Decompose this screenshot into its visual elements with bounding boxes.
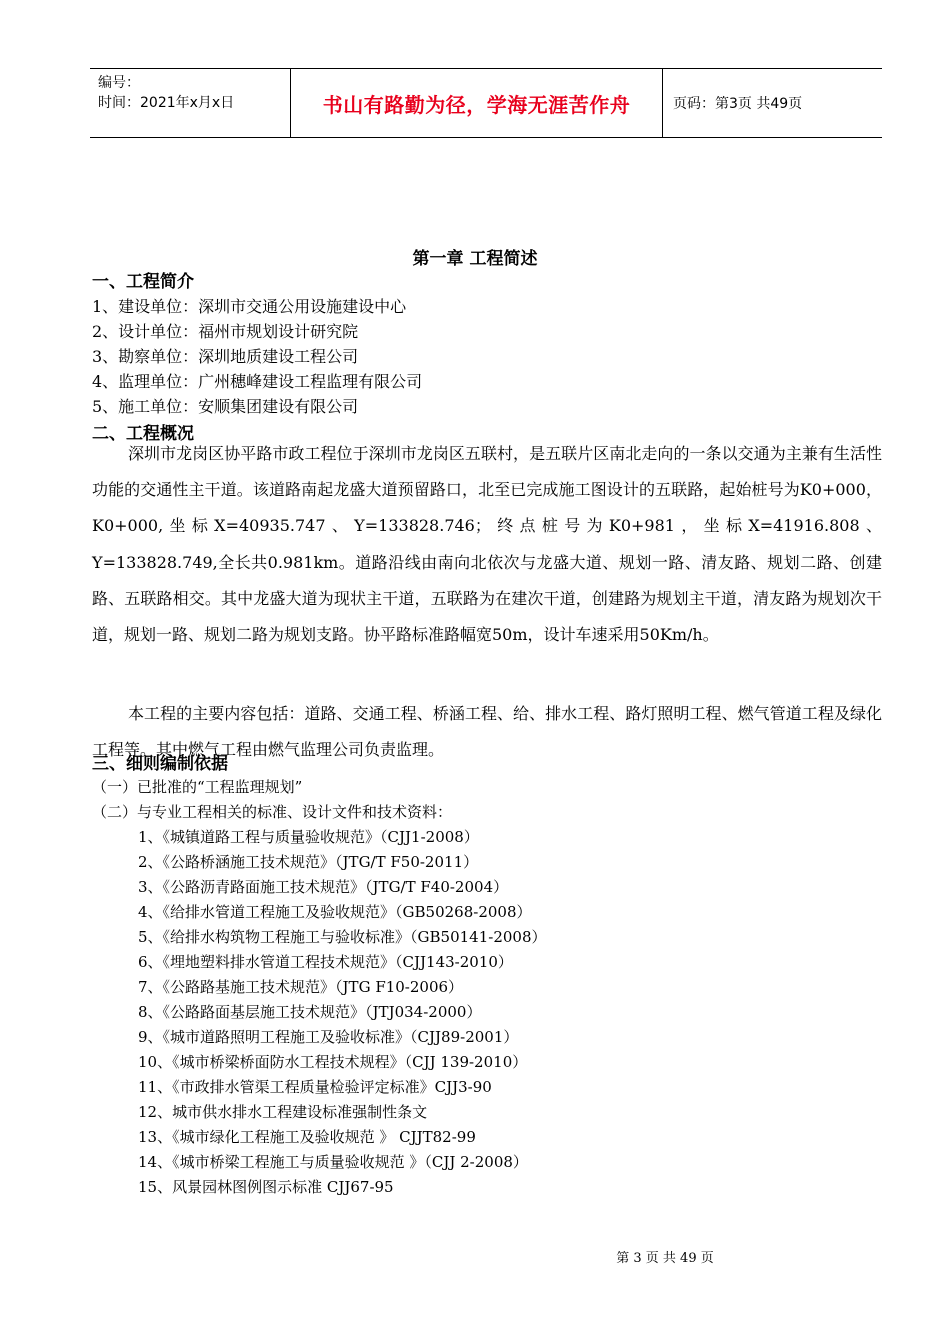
reference-item: 8、《公路路面基层施工技术规范》（JTJ034-2000） [138, 1003, 482, 1021]
header-page-info: 页码：第3页 共49页 [673, 96, 803, 112]
page-footer: 第 3 页 共 49 页 [616, 1251, 714, 1266]
reference-item: 5、《给排水构筑物工程施工与验收标准》（GB50141-2008） [138, 928, 547, 946]
header-table [90, 68, 882, 138]
reference-item: 15、风景园林图例图示标准 CJJ67-95 [138, 1178, 394, 1196]
section3-heading: 三、细则编制依据 [92, 754, 228, 774]
reference-item: 10、《城市桥梁桥面防水工程技术规程》（CJJ 139-2010） [138, 1053, 528, 1071]
reference-item: 7、《公路路基施工技术规范》（JTG F10-2006） [138, 978, 464, 996]
section1-item: 2、设计单位：福州市规划设计研究院 [92, 322, 359, 341]
reference-item: 9、《城市道路照明工程施工及验收标准》（CJJ89-2001） [138, 1028, 519, 1046]
doc-number-label: 编号： [98, 75, 140, 91]
reference-item: 3、《公路沥青路面施工技术规范》（JTG/T F40-2004） [138, 878, 509, 896]
reference-item: 6、《埋地塑料排水管道工程技术规范》（CJJ143-2010） [138, 953, 513, 971]
section1-item: 4、监理单位：广州穗峰建设工程监理有限公司 [92, 372, 423, 391]
section2-paragraph-2: 本工程的主要内容包括：道路、交通工程、桥涵工程、给、排水工程、路灯照明工程、燃气管道工程及绿化工程等。其中燃气工程由燃气监理公司负责监理。 [92, 704, 882, 760]
section1-heading: 一、工程简介 [92, 272, 194, 292]
header-slogan-cell [291, 69, 663, 137]
section2-heading: 二、工程概况 [92, 424, 194, 444]
reference-item: 14、《城市桥梁工程施工与质量验收规范 》（CJJ 2-2008） [138, 1153, 528, 1171]
header-left-cell [90, 69, 291, 137]
reference-item: 2、《公路桥涵施工技术规范》（JTG/T F50-2011） [138, 853, 479, 871]
reference-item: 1、《城镇道路工程与质量验收规范》（CJJ1-2008） [138, 828, 479, 846]
section2-paragraph-1: 深圳市龙岗区协平路市政工程位于深圳市龙岗区五联村，是五联片区南北走向的一条以交通为主兼有生活性功能的交通性主干道。该道路南起龙盛大道预留路口，北至已完成施工图设计的五联路，起始桩号为K0+000，K0+000,坐标X=40935.747、Y=133828.746；终点桩号为K0+981，坐标X=41916.808、Y=133828.749,全长共0.981km。道路沿线由南向北依次与龙盛大道、规划一路、清友路、规划二路、创建路、五联路相交。其中龙盛大道为现状主干道，五联路为在建次干道，创建路为规划主干道，清友路为规划次干道，规划一路、规划二路为规划支路。协平路标准路幅宽50m，设计车速采用50Km/h。 [92, 444, 882, 645]
chapter-title: 第一章 工程简述 [412, 249, 538, 269]
section1-item: 1、建设单位：深圳市交通公用设施建设中心 [92, 297, 407, 316]
reference-item: 12、城市供水排水工程建设标准强制性条文 [138, 1103, 428, 1121]
reference-item: 4、《给排水管道工程施工及验收规范》（GB50268-2008） [138, 903, 532, 921]
reference-item: 11、《市政排水管渠工程质量检验评定标准》CJJ3-90 [138, 1078, 492, 1096]
doc-time-label: 时间：2021年x月x日 [98, 95, 235, 111]
section1-item: 3、勘察单位：深圳地质建设工程公司 [92, 347, 359, 366]
section3-sub1: （一）已批准的“工程监理规划” [92, 778, 303, 796]
reference-item: 13、《城市绿化工程施工及验收规范 》 CJJT82-99 [138, 1128, 476, 1146]
section3-sub2: （二）与专业工程相关的标准、设计文件和技术资料： [92, 803, 453, 821]
section1-item: 5、施工单位：安顺集团建设有限公司 [92, 397, 359, 416]
header-slogan: 书山有路勤为径，学海无涯苦作舟 [322, 92, 631, 117]
